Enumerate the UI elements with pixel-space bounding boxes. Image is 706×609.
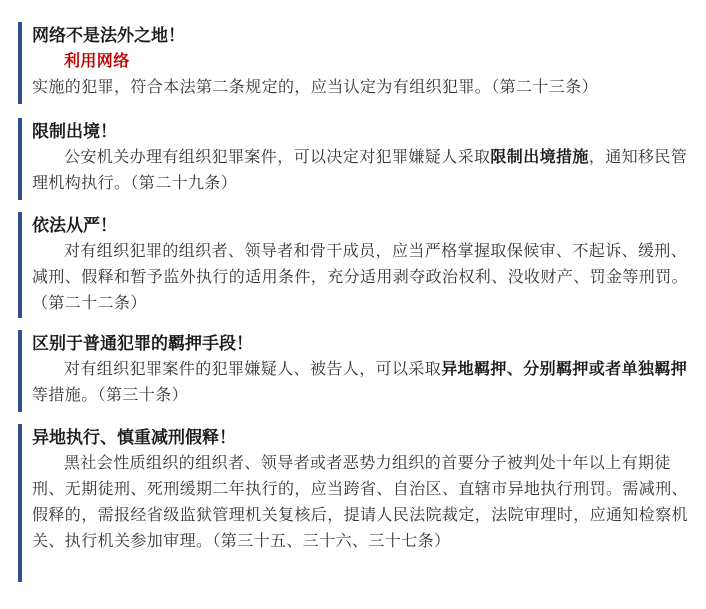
body-text: 黑社会性质组织的组织者、领导者或者恶势力组织的首要分子被判处十年以上有期徒刑、无期徒刑、死刑缓期二年执行的，应当跨省、自治区、直辖市异地执行刑罚。需减刑、假释的，需报经省级监狱管理机关复核后，提请人民法院裁定，法院审理时，应通知检察机关、执行机关参加审理。（第三十五、三十六、三十七条） (32, 453, 689, 550)
body-text: 公安机关办理有组织犯罪案件，可以决定对犯罪嫌疑人采取 (64, 147, 491, 166)
highlight-text: 异地羁押、分别羁押或者单独羁押 (441, 359, 688, 378)
section-body (32, 450, 688, 554)
section-title: 依法从严！ (32, 216, 117, 236)
body-text: 对有组织犯罪案件的犯罪嫌疑人、被告人，可以采取 (64, 359, 442, 378)
body-text: ，通知移民管理机构执行。（第二十九条） (32, 147, 688, 192)
highlight-text: 利用网络 (64, 51, 130, 70)
body-text: 实施的犯罪，符合本法第二条规定的，应当认定为有组织犯罪。（第二十三条） (32, 77, 599, 96)
section-body (32, 238, 688, 316)
section-title: 网络不是法外之地！ (32, 26, 185, 46)
section-body (32, 48, 688, 100)
section-online-crime (18, 22, 688, 104)
section-title: 区别于普通犯罪的羁押手段！ (32, 334, 253, 354)
body-text: 对有组织犯罪的组织者、领导者和骨干成员，应当严格掌握取保候审、不起诉、缓刑、减刑、假释和暂予监外执行的适用条件，充分适用剥夺政治权利、没收财产、罚金等刑罚。（第二十二条） (32, 241, 689, 312)
highlight-text: 限制出境措施 (490, 147, 589, 166)
body-text: 等措施。（第三十条） (32, 385, 189, 404)
section-body (32, 144, 688, 196)
section-body (32, 356, 688, 408)
section-exit-restriction (18, 118, 688, 200)
section-strict-enforcement (18, 212, 688, 318)
section-remote-execution (18, 424, 688, 582)
section-title: 限制出境！ (32, 122, 117, 142)
section-detention-measures (18, 330, 688, 412)
section-title: 异地执行、慎重减刑假释！ (32, 428, 236, 448)
